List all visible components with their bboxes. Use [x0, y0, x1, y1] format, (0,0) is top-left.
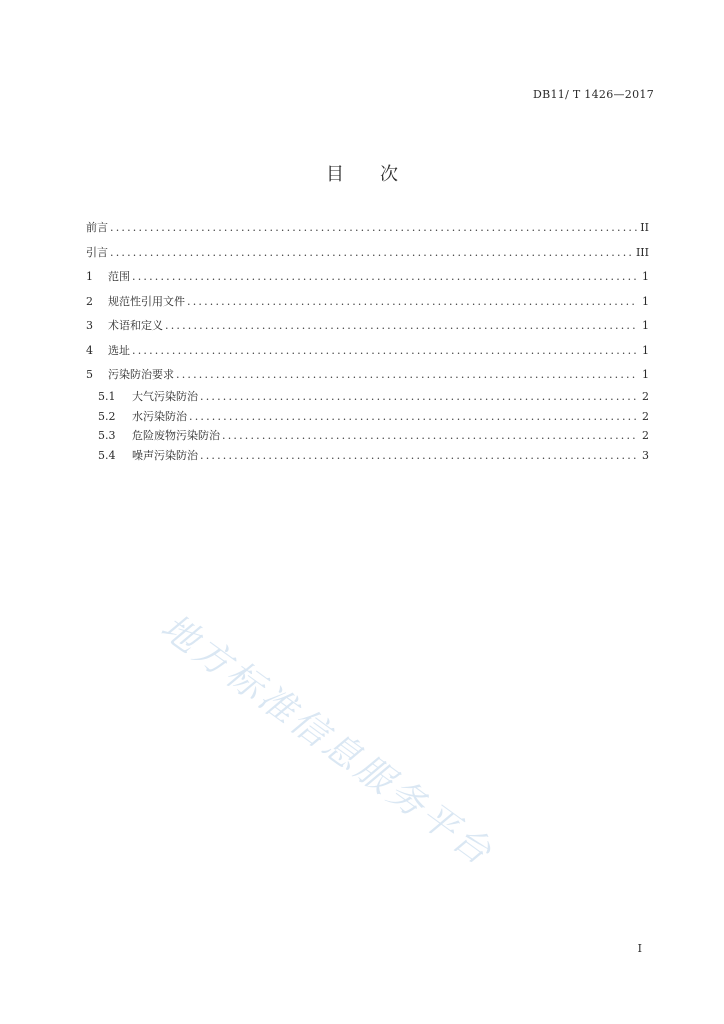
toc-entry-page: 2 [642, 409, 649, 423]
toc-entry-label: 选址 [108, 343, 130, 357]
toc-entry-page: 1 [642, 294, 649, 308]
toc-leader-dots [200, 450, 637, 462]
toc-entry-label: 范围 [108, 270, 130, 284]
toc-entry-label: 污染防治要求 [108, 368, 174, 382]
title-char-1: 目 [326, 164, 344, 185]
toc-entry-label: 规范性引用文件 [108, 294, 185, 308]
page-title [0, 160, 724, 186]
toc-entry-air-pollution[interactable] [86, 388, 649, 408]
toc-entry-number: 5.4 [98, 448, 116, 462]
toc-leader-dots [165, 320, 637, 332]
toc-entry-number: 5.1 [98, 390, 116, 404]
toc-entry-label: 水污染防治 [132, 409, 187, 423]
toc-entry-terms-definitions[interactable] [86, 314, 649, 339]
toc-leader-dots [187, 296, 637, 308]
toc-entry-foreword[interactable] [86, 216, 649, 241]
watermark: 地方标准信息服务平台 [153, 606, 501, 875]
toc-entry-page: 1 [642, 319, 649, 333]
toc-leader-dots [222, 430, 637, 442]
toc-entry-normative-references[interactable] [86, 290, 649, 315]
toc-entry-page: 3 [642, 448, 649, 462]
toc-entry-pollution-control[interactable] [86, 363, 649, 388]
toc-entry-label: 前言 [86, 221, 108, 235]
toc-entry-number: 5 [86, 368, 93, 382]
toc-entry-page: III [635, 245, 649, 259]
toc-entry-noise-pollution[interactable] [86, 446, 649, 466]
toc-entry-introduction[interactable] [86, 241, 649, 266]
toc-leader-dots [132, 271, 637, 283]
toc-entry-hazardous-waste[interactable] [86, 427, 649, 447]
toc-entry-page: 1 [642, 343, 649, 357]
toc-entry-number: 2 [86, 294, 93, 308]
toc-leader-dots [176, 369, 637, 381]
toc-entry-page: 2 [642, 390, 649, 404]
toc-entry-label: 大气污染防治 [132, 390, 198, 404]
toc-entry-page: 1 [642, 270, 649, 284]
toc-leader-dots [189, 411, 637, 423]
toc-entry-number: 4 [86, 343, 93, 357]
toc-entry-scope[interactable] [86, 265, 649, 290]
toc-entry-page: 1 [642, 368, 649, 382]
toc-entry-page: II [640, 221, 649, 235]
toc-entry-site-selection[interactable] [86, 339, 649, 364]
title-char-2: 次 [380, 164, 398, 185]
toc-entry-number: 5.2 [98, 409, 116, 423]
toc-leader-dots [110, 247, 634, 259]
standard-number: DB11/ T 1426—2017 [532, 88, 654, 101]
toc-leader-dots [200, 391, 637, 403]
page-number: I [637, 942, 642, 955]
table-of-contents [86, 216, 649, 466]
toc-entry-page: 2 [642, 429, 649, 443]
toc-entry-number: 1 [86, 270, 93, 284]
toc-entry-label: 噪声污染防治 [132, 448, 198, 462]
toc-entry-number: 3 [86, 319, 93, 333]
toc-entry-number: 5.3 [98, 429, 116, 443]
toc-entry-water-pollution[interactable] [86, 407, 649, 427]
toc-entry-label: 术语和定义 [108, 319, 163, 333]
toc-entry-label: 引言 [86, 245, 108, 259]
toc-leader-dots [132, 345, 637, 357]
toc-leader-dots [110, 222, 637, 234]
toc-entry-label: 危险废物污染防治 [132, 429, 220, 443]
